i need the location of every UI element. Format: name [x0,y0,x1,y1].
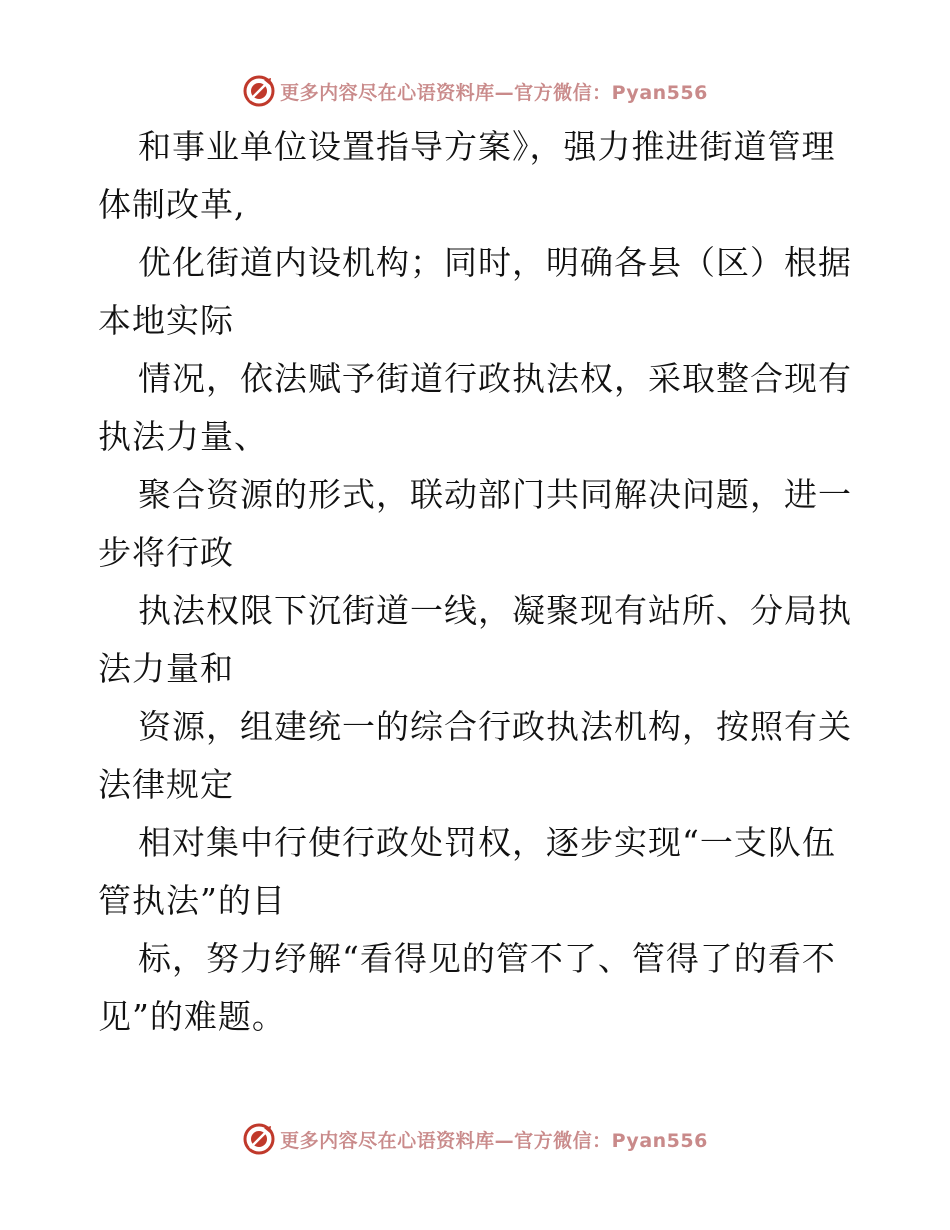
paragraph-line: 和事业单位设置指导方案》，强力推进街道管理 [138,127,836,166]
paragraph-line: 体制改革, [98,185,246,224]
paragraph-line: 执法权限下沉街道一线，凝聚现有站所、分局执 [138,591,852,630]
paragraph-line: 管执法”的目 [98,881,286,920]
paragraph-line: 见”的难题。 [98,997,286,1036]
watermark-text: 更多内容尽在心语资料库—官方微信：Pyan556 [280,81,708,104]
paragraph-line: 执法力量、 [98,417,268,456]
paragraph-line: 法力量和 [98,649,234,688]
document-body [98,118,858,1046]
quill-logo-icon [242,1122,276,1156]
paragraph-line: 聚合资源的形式，联动部门共同解决问题，进一 [138,475,852,514]
paragraph-line: 本地实际 [98,301,234,340]
footer-watermark [0,1122,950,1156]
paragraph-line: 情况，依法赋予街道行政执法权，采取整合现有 [138,359,852,398]
paragraph-line: 法律规定 [98,765,234,804]
paragraph-line: 步将行政 [98,533,234,572]
header-watermark [0,74,950,108]
paragraph-line: 标，努力纾解“看得见的管不了、管得了的看不 [138,939,836,978]
quill-logo-icon [242,74,276,108]
paragraph-line: 相对集中行使行政处罚权，逐步实现“一支队伍 [138,823,836,862]
paragraph-line: 资源，组建统一的综合行政执法机构，按照有关 [138,707,852,746]
watermark-text: 更多内容尽在心语资料库—官方微信：Pyan556 [280,1129,708,1152]
paragraph-line: 优化街道内设机构；同时，明确各县（区）根据 [138,243,852,282]
